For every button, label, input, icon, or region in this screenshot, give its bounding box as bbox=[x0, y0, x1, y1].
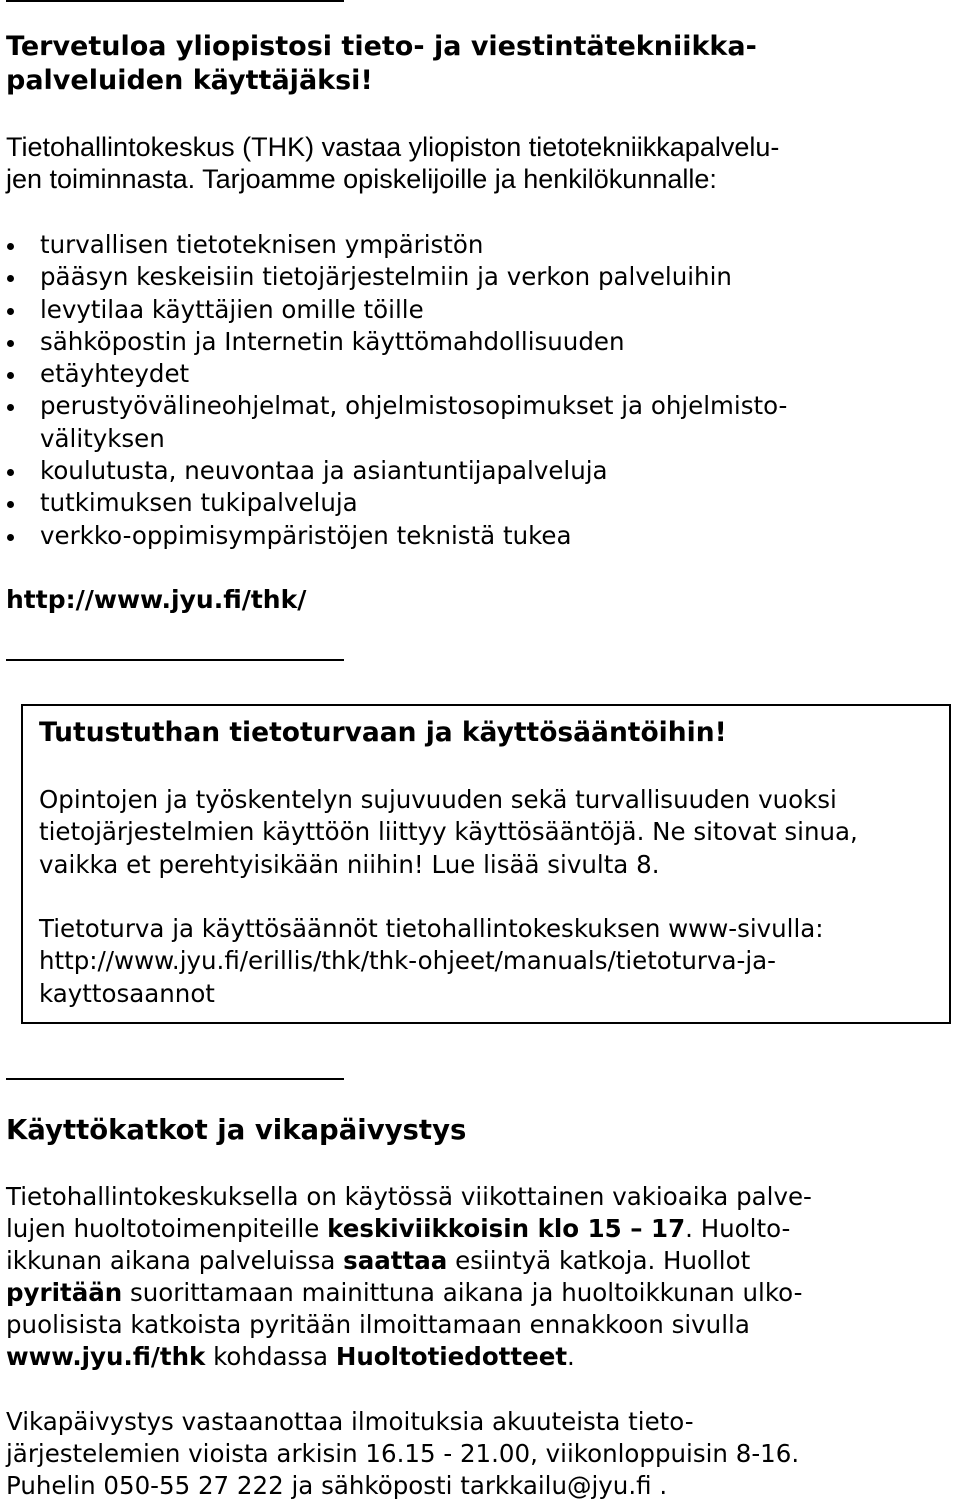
intro-paragraph: Tietohallintokeskus (THK) vastaa yliopiston tietotekniikkapalvelu- jen toiminnasta. Tarjoamme opiskelijoille ja henkilökunnalle: bbox=[6, 132, 780, 194]
welcome-title: Tervetuloa yliopistosi tieto- ja viestintätekniikka- palveluiden käyttäjäksi! bbox=[6, 31, 757, 96]
list-item: verkko-oppimisympäristöjen teknistä tukea bbox=[6, 520, 787, 552]
security-info-box bbox=[21, 704, 951, 1024]
list-item: perustyövälineohjelmat, ohjelmistosopimukset ja ohjelmisto- välityksen bbox=[6, 390, 787, 455]
list-item: sähköpostin ja Internetin käyttömahdollisuuden bbox=[6, 326, 787, 358]
security-paragraph: Opintojen ja työskentelyn sujuvuuden sekä turvallisuuden vuoksi tietojärjestelmien käyttöön liittyy käyttösääntöjä. Ne sitovat sinua, vaikka et perehtyisikään niihin! Lue lisää sivulta 8. bbox=[39, 785, 858, 879]
maintenance-heading: Käyttökatkot ja vikapäivystys bbox=[6, 1114, 467, 1146]
list-item: turvallisen tietoteknisen ympäristön bbox=[6, 229, 787, 261]
divider bbox=[6, 659, 344, 661]
list-item: koulutusta, neuvontaa ja asiantuntijapalveluja bbox=[6, 455, 787, 487]
security-rules-link-paragraph: Tietoturva ja käyttösäännöt tietohallintokeskuksen www-sivulla: http://www.jyu.fi/erillis/thk/thk-ohjeet/manuals/tietoturva-ja- kayttosaannot bbox=[39, 914, 824, 1008]
list-item: etäyhteydet bbox=[6, 358, 787, 390]
maintenance-paragraph: Tietohallintokeskuksella on käytössä viikottainen vakioaika palve- lujen huoltotoimenpiteille keskiviikkoisin klo 15 – 17. Huolto- ikkunan aikana palveluissa saattaa esiintyä katkoja. Huollot pyritään suorittamaan mainittuna aikana ja huoltoikkunan ulko- puolisista katkoista pyritään ilmoittamaan ennakkoon sivulla www.jyu.fi/thk kohdassa Huoltotiedotteet. bbox=[6, 1182, 812, 1371]
security-heading: Tutustuthan tietoturvaan ja käyttösääntöihin! bbox=[39, 717, 727, 748]
divider bbox=[6, 1078, 344, 1080]
fault-service-paragraph: Vikapäivystys vastaanottaa ilmoituksia akuuteista tieto- järjestelemien vioista arkisin 16.15 - 21.00, viikonloppuisin 8-16. Puhelin 050-55 27 222 ja sähköposti tarkkailu@jyu.fi . bbox=[6, 1407, 800, 1500]
list-item: pääsyn keskeisiin tietojärjestelmiin ja verkon palveluihin bbox=[6, 261, 787, 293]
thk-url-link[interactable]: http://www.jyu.fi/thk/ bbox=[6, 585, 307, 614]
security-rules-url[interactable]: http://www.jyu.fi/erillis/thk/thk-ohjeet/manuals/tietoturva-ja- bbox=[39, 946, 777, 976]
thk-short-link[interactable]: www.jyu.fi/thk bbox=[6, 1342, 206, 1371]
list-item: levytilaa käyttäjien omille töille bbox=[6, 294, 787, 326]
services-list bbox=[6, 229, 787, 552]
list-item: tutkimuksen tukipalveluja bbox=[6, 487, 787, 519]
top-divider bbox=[6, 0, 344, 2]
security-rules-url-cont[interactable]: kayttosaannot bbox=[39, 978, 215, 1008]
